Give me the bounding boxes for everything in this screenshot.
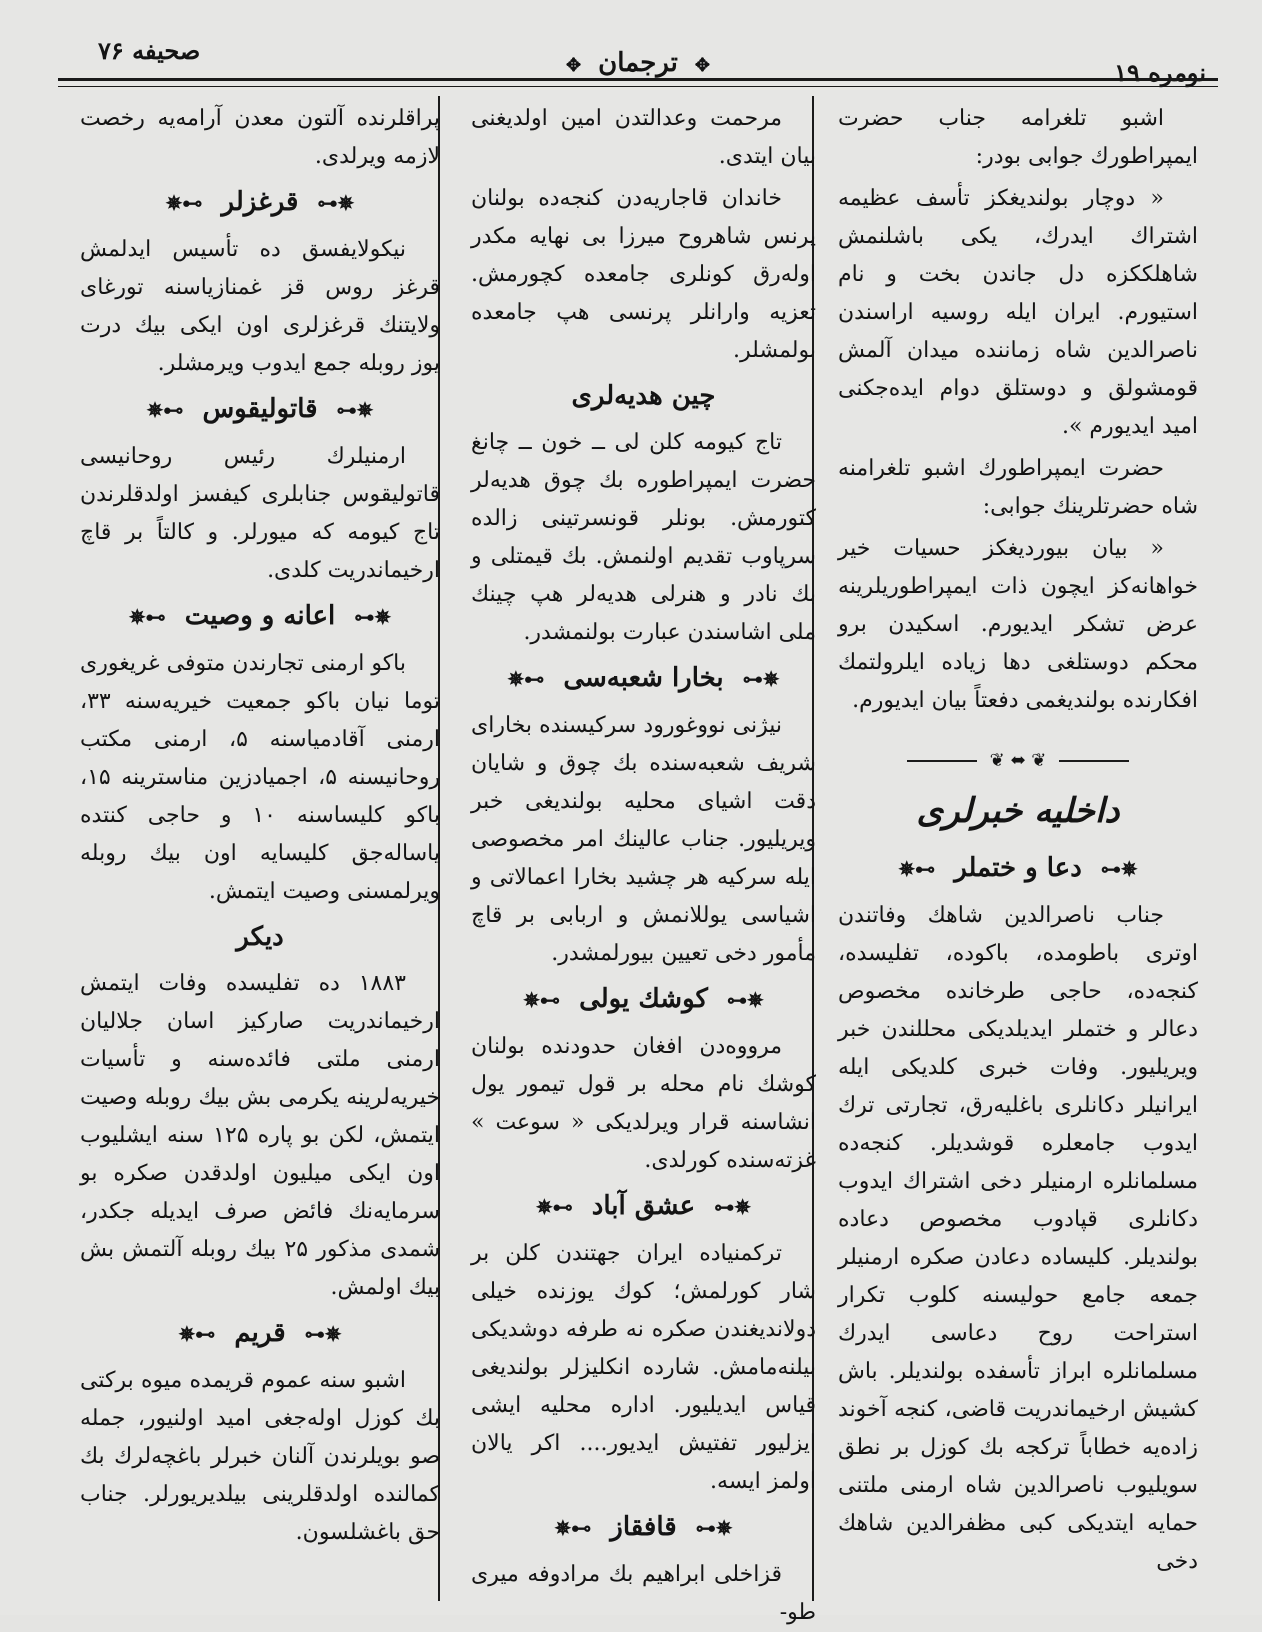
paragraph: مرحمت وعدالتدن امین اولدیغنی بیان ایتدی. xyxy=(471,106,816,169)
ornament-icon: ✵⊷ xyxy=(317,191,355,215)
column-right xyxy=(838,100,1198,1600)
article-heading xyxy=(80,917,440,957)
column-middle xyxy=(471,100,816,1625)
ornament-icon: ⊶✵ xyxy=(507,667,545,691)
section-divider xyxy=(838,742,1198,771)
paragraph: پراقلرنده آلتون معدن آرامه‌یه رخصت لازمه ویرلدی. xyxy=(80,106,440,169)
article-heading xyxy=(80,1313,440,1354)
column-left xyxy=(80,100,440,1600)
article-heading xyxy=(838,848,1198,889)
paragraph: ارمنیلرك رئیس روحانیسی قاتولیقوس جنابلری کیفسز اولدقلرندن تاج کیومه که میورلر. و کالتاً بر قاچ ارخیماندریت کلدی. xyxy=(80,444,440,583)
issue-number: نومره ۱۹ xyxy=(1114,58,1206,87)
article-heading xyxy=(471,1507,816,1548)
paragraph: جناب ناصرالدین شاهك وفاتندن اوتری باطومده، باکوده، تفلیسده، کنجه‌ده، حاجی طرخانده مخصوص دعالر و ختملر ایدیلدیکی محللندن خبر ویریلیور. وفات خبری کلدیکی ایله ایرانیلر دکانلری باغلیه‌رق، تجارتی ترك ایدوب جامعلره قوشدیلر. کنجه‌ده مسلمانلره ارمنیلر دخی اشتراك ایدوب دکانلری قپادوب مخصوص دعاده بولندیلر. کلیساده دعادن صکره ارمنیلر جمعه جامع حولیسنه کلوب تکرار استراحت روح دعاسی ایدرك مسلمانلره ابراز تأسفده بولندیلر. باش کشیش ارخیماندریت قاضی، کنجه آخوند زاده‌یه خطاباً ترکجه بك کوزل بر نطق سویلیوب ناصرالدین شاه ارمنی ملتنی حمایه ایتدیکی کبی مظفرالدین شاهك دخی xyxy=(838,903,1198,1574)
paragraph: تاج کیومه کلن لی ــ خون ــ چانغ حضرت ایمپراطوره بك چوق هدیه‌لر کتورمش. بونلر قونسرتینی زالده سرپاوب تقدیم اولنمش. بك قیمتلی و بك نادر و هنرلی هدیه‌لر هپ چینك ملی اشاسندن عبارت بولنمشدر. xyxy=(471,430,816,645)
ornament-icon: ⊶✵ xyxy=(146,398,184,422)
paragraph: مرووه‌دن افغان حدودنده بولنان کوشك نام محله بر قول تیمور یول انشاسنه قرار ویرلدیکی « سوعت » غزته‌سنده کورلدی. xyxy=(471,1034,816,1173)
article-heading-text: کوشك یولی xyxy=(579,984,708,1014)
article-heading-text: قاتولیقوس xyxy=(202,394,318,424)
article-heading xyxy=(80,182,440,223)
paragraph: اشبو سنه عموم قریمده میوه برکتی بك کوزل اوله‌جغی امید اولنیور، جمله صو بویلرندن آلنان خبرلر باغچه‌لرك بك کمالنده اولدقلرینی بیلدیریورلر. جناب حق باغشلسون. xyxy=(80,1368,440,1545)
paragraph: « دوچار بولندیغکز تأسف عظیمه اشتراك ایدرك، یکی باشلنمش شاهلککزه دل جاندن بخت و نام استیورم. ایران ایله روسیه اراسندن ناصرالدین شاه زماننده میدان آلمش قومشولق و دوستلق دوام ایده‌جکنی امید ایدیورم ». xyxy=(838,186,1198,439)
ornament-icon: ⊶✵ xyxy=(128,605,166,629)
ornament-icon: ⊶✵ xyxy=(165,191,203,215)
page-number: صحیفه ۷۶ xyxy=(98,36,201,65)
article-heading-text: اعانه و وصیت xyxy=(184,601,336,631)
paragraph: باکو ارمنی تجارندن متوفی غریغوری توما نیان باکو جمعیت خیریه‌سنه ۳۳، ارمنی آقادمیاسنه ۵، ارمنی مکتب روحانیسنه ۵، اجمیادزین مناسترینه ۱۵، باکو کلیساسنه ۱۰ و حاجی کنتده یاساله‌جق کلیسایه اون بیك روبله ویرلمسنی وصیت ایتمش. xyxy=(80,651,441,904)
article-heading xyxy=(471,658,816,699)
ornament-icon: ⊶✵ xyxy=(554,1516,592,1540)
article-heading-text: قریم xyxy=(234,1318,286,1348)
ornament-icon: ⊶✵ xyxy=(523,988,561,1012)
article-heading-text: عشق آباد xyxy=(591,1191,696,1221)
ornament-icon: ✥ xyxy=(565,55,582,76)
article-heading xyxy=(471,979,816,1020)
ornament-icon: ✵⊷ xyxy=(304,1322,342,1346)
ornament-icon: ✵⊷ xyxy=(336,398,374,422)
article-heading-text: قافقاز xyxy=(610,1512,677,1542)
ornament-icon: ✵⊷ xyxy=(354,605,392,629)
article-heading xyxy=(80,596,440,637)
masthead-rule xyxy=(58,78,1218,81)
paragraph: نیژنی نووغورود سرکیسنده بخارای شریف شعبه‌سنده بك چوق و شایان دقت اشیای محلیه بولندیغی خبر ویریلیور. جناب عالینك امر مخصوصی ایله سرکیه هر چشید بخارا اعمالاتی و اشیاسی یوللانمش و اربابی بر قاچ مأمور دخی تعیین بیورلمشدر. xyxy=(471,713,816,966)
paragraph: ترکمنیاده ایران جهتندن کلن بر شار کورلمش؛ کوك یوزنده خیلی دولاندیغندن صکره نه طرفه دوشدیکی بیلنه‌مامش. شارده انکلیزلر بولندیغی قیاس ایدیلیور. اداره محلیه ایشی ایزلیور تفتیش ایدیور.... اکر یالان اولمز ایسه. xyxy=(471,1241,816,1494)
ornament-icon: ✵⊷ xyxy=(695,1516,733,1540)
ornament-icon: ✵⊷ xyxy=(726,988,764,1012)
article-heading-text: دیکر xyxy=(236,922,284,952)
ornament-icon: ✥ xyxy=(694,55,710,76)
ornament-icon: ⊶✵ xyxy=(535,1195,573,1219)
paragraph: اشبو تلغرامه جناب حضرت ایمپراطورك جوابی بودر: xyxy=(838,106,1198,169)
paragraph: قزاخلی ابراهیم بك مرادوفه میری طو- xyxy=(471,1562,816,1625)
article-heading xyxy=(471,1186,816,1227)
ornament-icon: ✵⊷ xyxy=(714,1195,752,1219)
ornament-icon: ❦ ⬌ ❦ xyxy=(989,750,1047,771)
article-heading-text: دعا و ختملر xyxy=(954,853,1082,883)
paragraph: « بیان بیوردیغکز حسیات خیر خواهانه‌کز ایچون ذات ایمپراطوریلرینه عرض تشکر ایدیورم. اسکیدن برو محکم دوستلغی دها زیاده ایلرولتمك افکارنده بولندیغمی دفعتاً بیان ایدیورم. xyxy=(838,536,1198,713)
masthead xyxy=(58,22,1218,87)
ornament-icon: ⊶✵ xyxy=(898,857,936,881)
divider-line xyxy=(1059,760,1129,762)
article-heading-text: بخارا شعبه‌سی xyxy=(563,663,724,693)
article-heading-text: چین هدیه‌لری xyxy=(571,381,716,411)
masthead-rule-thin xyxy=(58,86,1218,87)
ornament-icon: ✵⊷ xyxy=(742,667,780,691)
paragraph: نیکولایفسق ده تأسیس ایدلمش قرغز روس قز غمنازیاسنه تورغای ولایتنك قرغزلری اون ایکی بیك درت یوز روبله جمع ایدوب ویرمشلر. xyxy=(80,237,440,376)
article-heading-text: قرغزلر xyxy=(221,187,299,217)
newspaper-title xyxy=(58,48,1218,78)
section-heading: داخلیه خبرلری xyxy=(916,791,1120,831)
article-heading xyxy=(80,389,440,430)
paragraph: ۱۸۸۳ ده تفلیسده وفات ایتمش ارخیماندریت صارکیز اسان جلالیان ارمنی ملتی فائده‌سنه و تأسیات خیریه‌لرینه یکرمی بش بیك روبله وصیت ایتمش، لکن بو پاره ۱۲۵ سنه ایشلیوب اون ایکی میلیون اولدقدن صکره بو سرمایه‌نك فائض صرف ایدیله جکدر، شمدی مذکور ۲۵ بیك روبله آلتمش بش بیك اولمش. xyxy=(80,971,441,1300)
paragraph: حضرت ایمپراطورك اشبو تلغرامنه شاه حضرتلرینك جوابی: xyxy=(838,456,1198,519)
ornament-icon: ⊶✵ xyxy=(178,1322,216,1346)
ornament-icon: ✵⊷ xyxy=(1100,857,1138,881)
divider-line xyxy=(907,760,977,762)
article-heading xyxy=(471,376,816,416)
newspaper-title-text: ترجمان xyxy=(598,48,678,78)
paragraph: خاندان قاجاریه‌دن کنجه‌ده بولنان پرنس شاهروح میرزا بی نهایه مکدر اوله‌رق کونلری جامعده کچورمش. تعزیه وارانلر پرنسی هپ جامعده بولمشلر. xyxy=(471,186,816,363)
